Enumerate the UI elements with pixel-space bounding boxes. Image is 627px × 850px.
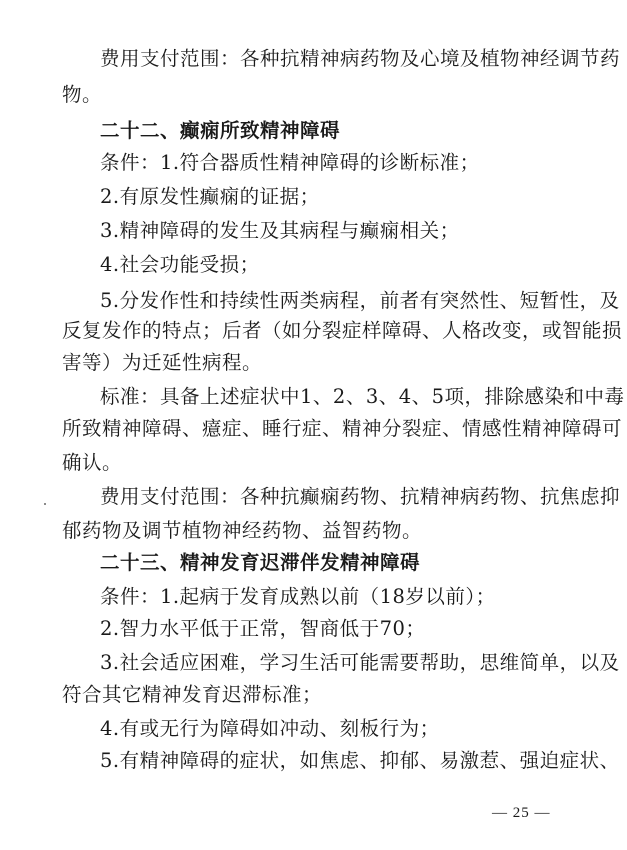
text-line: 条件：1.起病于发育成熟以前（18岁以前）； — [100, 585, 496, 608]
text-line: 2.智力水平低于正常，智商低于70； — [100, 617, 426, 640]
text-line: 所致精神障碍、癔症、睡行症、精神分裂症、情感性精神障碍可 — [62, 417, 623, 440]
text-line: 费用支付范围：各种抗癫痫药物、抗精神病药物、抗焦虑抑 — [100, 485, 621, 508]
text-line: 3.精神障碍的发生及其病程与癫痫相关； — [100, 219, 460, 242]
section-heading: 二十二、癫痫所致精神障碍 — [100, 119, 341, 142]
text-line: 3.社会适应困难，学习生活可能需要帮助，思维简单，以及 — [100, 651, 620, 674]
text-line: 5.有精神障碍的症状，如焦虑、抑郁、易激惹、强迫症状、 — [100, 749, 620, 772]
text-line: 郁药物及调节植物神经药物、益智药物。 — [62, 519, 423, 542]
text-line: 确认。 — [62, 451, 123, 474]
text-line: 条件：1.符合器质性精神障碍的诊断标准； — [100, 151, 480, 174]
text-line: 费用支付范围：各种抗精神病药物及心境及植物神经调节药 — [100, 47, 621, 70]
text-line: 害等）为迁延性病程。 — [62, 351, 263, 374]
text-line: 反复发作的特点；后者（如分裂症样障碍、人格改变，或智能损 — [62, 319, 623, 342]
text-line: 4.社会功能受损； — [100, 253, 260, 276]
text-line: 4.有或无行为障碍如冲动、刻板行为； — [100, 717, 440, 740]
text-line: 5.分发作性和持续性两类病程，前者有突然性、短暂性，及 — [100, 289, 620, 312]
text-line: 标准：具备上述症状中1、2、3、4、5项，排除感染和中毒 — [100, 385, 625, 408]
scan-speck — [44, 503, 46, 505]
section-heading: 二十三、精神发育迟滞伴发精神障碍 — [100, 551, 421, 574]
page-number: — 25 — — [492, 805, 551, 821]
text-line: 符合其它精神发育迟滞标准； — [62, 683, 323, 706]
text-line: 2.有原发性癫痫的证据； — [100, 185, 320, 208]
text-line: 物。 — [62, 83, 103, 106]
